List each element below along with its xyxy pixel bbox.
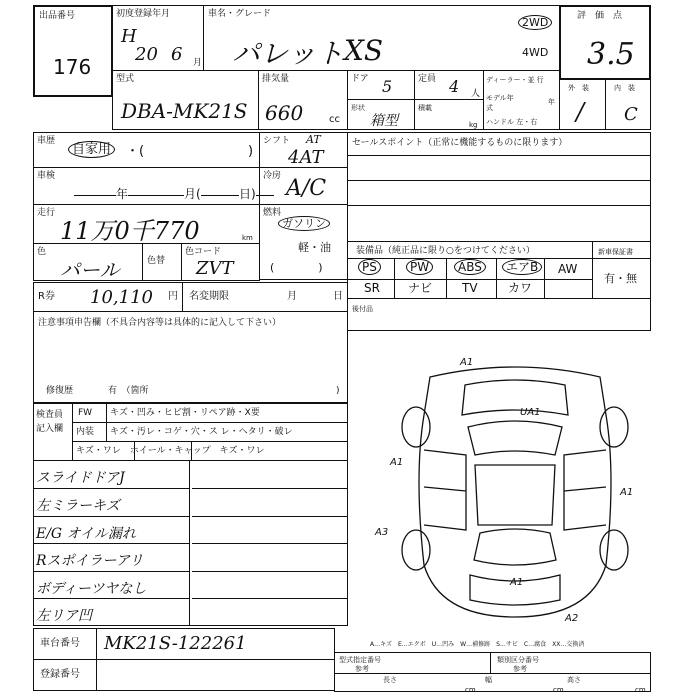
equip-airbag: エアB [502, 262, 542, 272]
history-close: ) [248, 144, 254, 159]
history-box [33, 132, 260, 168]
inspector-label-1: 検査員 [36, 410, 64, 420]
fuel-box [259, 204, 348, 280]
color-code-box [181, 243, 260, 281]
inspector-label-2: 記入欄 [36, 424, 64, 434]
capacity-label: 定員 [418, 74, 437, 84]
doors-label: ドア [351, 74, 369, 84]
color-label: 色 [37, 247, 47, 257]
wheel-front-left [402, 407, 430, 447]
tax-day: 日 [333, 291, 343, 302]
recycle-label: R券 [38, 291, 55, 302]
displacement-unit: cc [329, 114, 340, 125]
shape-value: 箱型 [370, 113, 398, 129]
note-line-1: スライドドアJ [36, 470, 125, 486]
lot-number: 176 [53, 55, 92, 79]
car-damage-diagram [370, 355, 660, 625]
inspection-year: 年 [116, 187, 129, 201]
height-label: 高さ [567, 676, 581, 684]
capacity-value: 4 [449, 77, 460, 96]
history-dot: ・( [126, 144, 145, 159]
length-unit: cm [465, 686, 476, 694]
equip-ps: PS [358, 262, 381, 272]
shape-label: 形状 [351, 104, 365, 112]
dealer-label: ディーラー・並 行 [486, 76, 544, 84]
drive-4wd: 4WD [522, 46, 549, 59]
wheel-rear-left [402, 530, 430, 570]
mileage-label: 走行 [37, 208, 56, 218]
class-no-ref: 参考 [513, 665, 527, 673]
wheel-rear-right [600, 530, 628, 570]
equip-navi: ナビ [408, 281, 433, 295]
repair-label: 修復歴 [46, 386, 74, 396]
inspection-box [33, 167, 260, 205]
month-unit: 月 [193, 58, 203, 68]
note-line-6: 左リア凹 [36, 608, 92, 624]
car-roof [475, 465, 555, 525]
shift-box [259, 132, 348, 168]
chassis-label: 車台番号 [40, 638, 80, 649]
displacement-value: 660 [265, 101, 304, 125]
shift-label: シフト [263, 136, 291, 146]
ac-label: 冷房 [263, 171, 282, 181]
model-name-label: 車名・グレード [208, 9, 272, 19]
history-label: 車歴 [37, 136, 56, 146]
score-value: 3.5 [587, 37, 635, 72]
recycle-box [33, 282, 183, 312]
inspector-interior-text: キズ・汚レ・コゲ・穴・ス レ・ヘタリ・破レ [110, 427, 293, 437]
inspector-mirror-text: キズ・ワレ ホイール・キャップ キズ・ワレ [76, 446, 265, 456]
damage-legend: A…キズ E…エクボ U…凹み W…補修跡 S…サビ C…腐食 XX…交換済 [370, 641, 585, 648]
load-unit: kg [469, 121, 478, 129]
fuel-value: ガソリン [278, 219, 330, 229]
tax-box [182, 282, 348, 312]
score-box [559, 5, 651, 80]
inspection-month: 月( [184, 187, 201, 201]
width-unit: cm [553, 686, 564, 694]
inspection-day: 日) [239, 187, 256, 201]
displacement-label: 排気量 [262, 74, 290, 84]
model-name: パレット [232, 37, 344, 70]
model-year-label: モデル年式 [486, 94, 514, 112]
new-car-label: 新車保証書 [598, 248, 633, 256]
inspection-label: 車検 [37, 171, 56, 181]
ac-value: A/C [286, 176, 327, 201]
shape-box [347, 99, 415, 130]
doors-box [347, 70, 415, 100]
registration-label: 登録番号 [40, 669, 80, 680]
dealer-box [483, 70, 560, 130]
registration-box [33, 659, 335, 691]
mark-a1-rear: A1 [510, 577, 524, 588]
tax-month: 月 [287, 291, 297, 302]
tax-label: 名変期限 [189, 291, 229, 302]
ac-box [259, 167, 348, 205]
shift-value: 4AT [288, 147, 324, 168]
door-split-right [564, 487, 606, 491]
fuel-options: 軽・油 [298, 241, 331, 254]
chassis-box [33, 628, 335, 660]
mark-a1-front: A1 [460, 357, 474, 368]
height-unit: cm [635, 686, 646, 694]
exterior-box [559, 79, 606, 130]
first-registration-box [112, 5, 204, 71]
chassis-value: MK21S-122261 [104, 633, 247, 654]
interior-label: 内 装 [614, 84, 635, 92]
equip-abs: ABS [454, 262, 486, 272]
capacity-unit: 人 [471, 89, 481, 99]
type-cert-ref: 参考 [355, 665, 369, 673]
type-value: DBA-MK21S [121, 99, 248, 123]
color-box [33, 243, 143, 281]
repair-value: 有 （箇所 [108, 386, 149, 396]
recycle-value: 10,110 [90, 287, 153, 308]
interior-box [605, 79, 651, 130]
class-no-label: 類別区分番号 [497, 656, 539, 664]
handwritten-notes-box [33, 461, 348, 626]
type-label: 型式 [116, 74, 135, 84]
equip-pw: PW [406, 262, 433, 272]
load-box [414, 99, 484, 130]
repair-close: ) [336, 386, 340, 396]
capacity-box [414, 70, 484, 100]
equip-aw: AW [558, 262, 578, 276]
fuel-paren: ( ) [270, 261, 323, 274]
color-change-box [142, 243, 182, 281]
notes-box [33, 311, 348, 403]
shift-sub: AT [306, 133, 321, 146]
exterior-value: / [576, 98, 585, 126]
lot-label: 出品番号 [39, 11, 76, 21]
mark-ua1: UA1 [520, 407, 541, 418]
first-registration-label: 初度登録年月 [116, 9, 171, 19]
cert-box [334, 652, 651, 692]
load-label: 積載 [418, 104, 432, 112]
sales-point-box [347, 132, 651, 242]
mileage-unit: km [242, 234, 253, 242]
equip-sr: SR [364, 281, 380, 295]
notes-title: 注意事項申告欄（不具合内容等は具体的に記入して下さい） [38, 318, 282, 328]
equip-tv: TV [462, 281, 478, 295]
car-hood [462, 380, 568, 415]
equip-leather: カワ [508, 281, 533, 295]
length-label: 長さ [383, 676, 397, 684]
fuel-label: 燃料 [263, 208, 282, 218]
exterior-label: 外 装 [568, 84, 589, 92]
car-windshield [468, 421, 562, 455]
drive-2wd: 2WD [518, 18, 552, 28]
inspector-fw-text: キズ・凹み・ヒビ割・リペア跡・X要 [110, 408, 260, 418]
mileage-box [33, 204, 260, 244]
door-split-left [424, 487, 466, 491]
wheel-front-right [600, 407, 628, 447]
first-registration-era: H [121, 26, 137, 47]
handle-label: ハンドル 左・右 [486, 118, 538, 126]
width-label: 幅 [485, 676, 492, 684]
note-line-3: E/G オイル漏れ [36, 526, 136, 542]
new-car-value: 有・無 [604, 272, 637, 285]
mileage-value: 11万0千770 [60, 217, 200, 245]
first-registration-year: 20 [135, 44, 158, 65]
doors-value: 5 [382, 77, 393, 96]
score-label: 評 価 点 [577, 11, 623, 21]
inspector-fw: FW [78, 408, 93, 418]
later-label: 後付品 [352, 305, 373, 313]
type-box [112, 70, 259, 130]
color-code-value: ZVT [196, 258, 234, 279]
grade: XS [344, 34, 384, 67]
recycle-unit: 円 [168, 291, 178, 302]
inspector-grid [33, 403, 348, 461]
displacement-box [258, 70, 348, 130]
note-line-2: 左ミラーキズ [36, 498, 120, 514]
inspector-interior: 内装 [76, 427, 95, 437]
lot-box [33, 5, 113, 97]
mark-a3: A3 [375, 527, 389, 538]
color-value: パール [60, 258, 120, 282]
sales-point-title: セールスポイント（正常に機能するものに限ります） [352, 138, 568, 148]
mark-a1-right: A1 [620, 487, 634, 498]
mark-a2: A2 [565, 613, 579, 624]
note-line-5: ボディーツヤなし [36, 581, 147, 597]
first-registration-month: 6 [171, 44, 183, 65]
equipment-box [347, 241, 651, 331]
mark-a1-left: A1 [390, 457, 404, 468]
history-value: 自家用 [68, 145, 115, 155]
equipment-title: 装備品（純正品に限り○をつけてください） [356, 246, 535, 256]
note-line-4: Rスポイラーアリ [36, 553, 144, 569]
year-unit: 年 [548, 98, 555, 106]
model-name-box [203, 5, 560, 71]
interior-value: C [624, 104, 638, 125]
color-code-label: 色コード [185, 247, 222, 257]
color-change-label: 色替 [147, 256, 166, 266]
type-cert-label: 型式指定番号 [339, 656, 381, 664]
car-rear-window [474, 529, 556, 565]
